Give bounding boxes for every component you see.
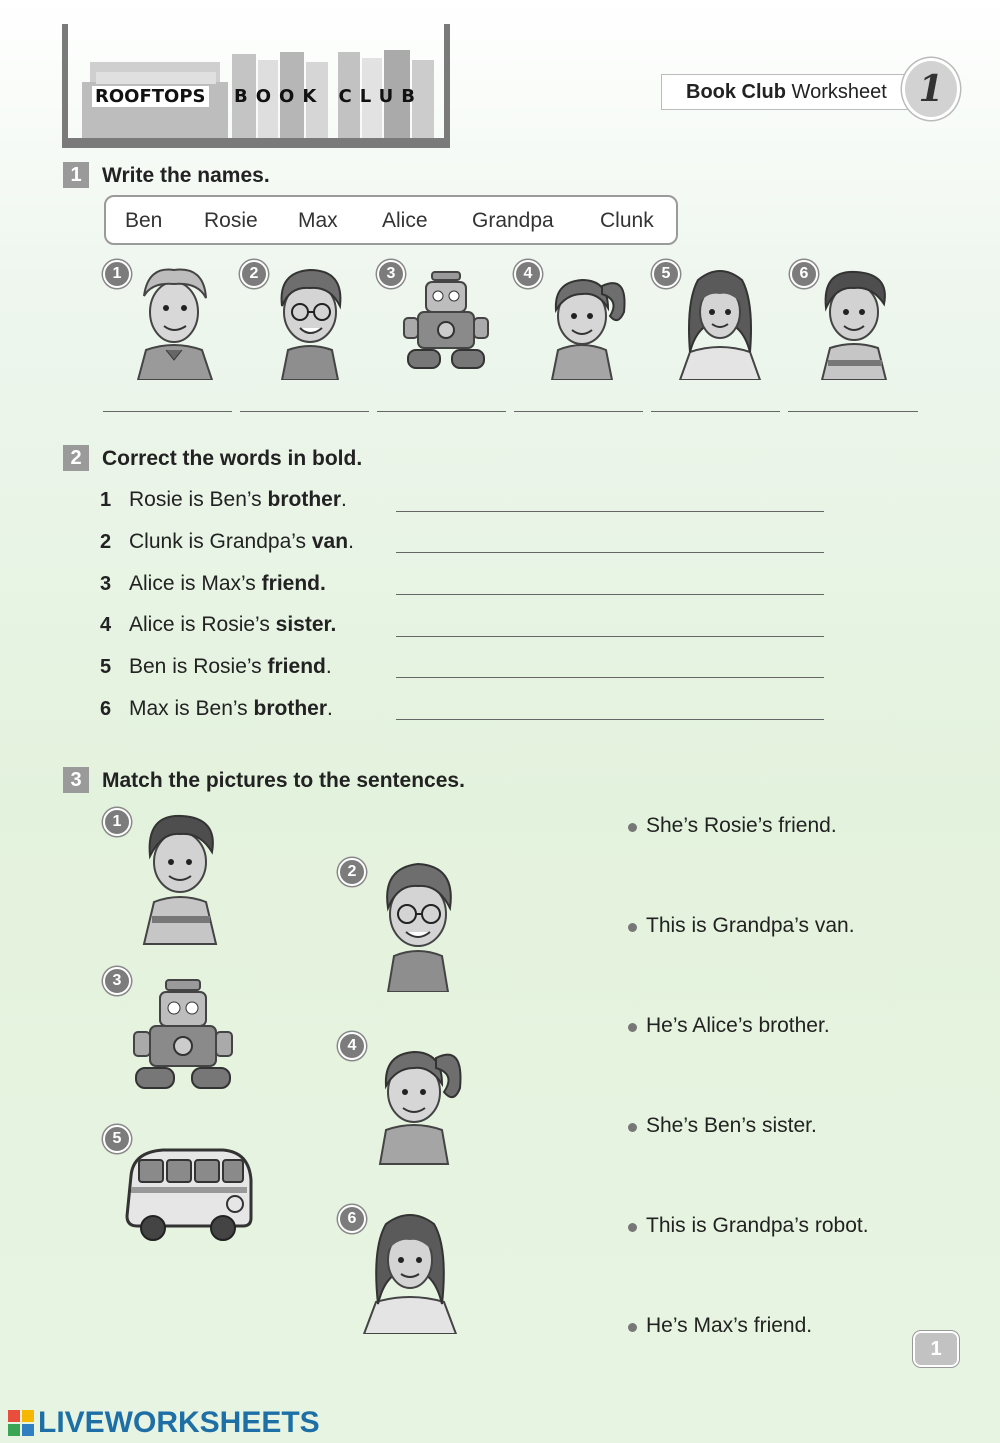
match-sentence: He’s Max’s friend. bbox=[646, 1314, 813, 1337]
boy-glasses-icon[interactable] bbox=[372, 858, 464, 992]
sentence: Clunk is Grandpa’s van. bbox=[129, 530, 354, 553]
item-number: 4 bbox=[100, 614, 112, 636]
sentence: Ben is Rosie’s friend. bbox=[129, 655, 332, 678]
robot-icon bbox=[400, 268, 492, 372]
picture-number: 6 bbox=[790, 260, 818, 288]
answer-line[interactable] bbox=[103, 411, 232, 412]
answer-line[interactable] bbox=[396, 594, 824, 595]
name-word: Max bbox=[298, 209, 338, 232]
answer-line[interactable] bbox=[788, 411, 918, 412]
item-number: 1 bbox=[100, 489, 112, 511]
picture-number: 6 bbox=[338, 1205, 366, 1233]
match-dot[interactable] bbox=[628, 1323, 637, 1332]
grandpa-icon bbox=[128, 262, 220, 380]
robot-icon[interactable] bbox=[130, 976, 236, 1092]
picture-number: 5 bbox=[103, 1125, 131, 1153]
worksheet-number-badge: 1 bbox=[902, 58, 960, 120]
picture-number: 5 bbox=[652, 260, 680, 288]
item-number: 2 bbox=[100, 531, 112, 553]
item-number: 3 bbox=[100, 573, 112, 595]
match-sentence: This is Grandpa’s van. bbox=[646, 914, 855, 937]
answer-line[interactable] bbox=[377, 411, 506, 412]
match-dot[interactable] bbox=[628, 823, 637, 832]
picture-number: 4 bbox=[514, 260, 542, 288]
name-word: Rosie bbox=[204, 209, 258, 232]
girl-ponytail-icon[interactable] bbox=[374, 1034, 466, 1166]
picture-number: 2 bbox=[240, 260, 268, 288]
section-1-title: Write the names. bbox=[102, 164, 270, 187]
brand-name: LIVEWORKSHEETS bbox=[38, 1406, 320, 1439]
section-2-number: 2 bbox=[63, 445, 89, 471]
picture-number: 3 bbox=[103, 967, 131, 995]
girl-ponytail-icon bbox=[544, 264, 630, 380]
section-3-title: Match the pictures to the sentences. bbox=[102, 769, 465, 792]
page-number: 1 bbox=[913, 1331, 959, 1367]
match-sentence: He’s Alice’s brother. bbox=[646, 1014, 830, 1037]
match-sentence: She’s Rosie’s friend. bbox=[646, 814, 837, 837]
answer-line[interactable] bbox=[396, 511, 824, 512]
picture-number: 4 bbox=[338, 1032, 366, 1060]
answer-line[interactable] bbox=[514, 411, 643, 412]
boy-striped-icon bbox=[812, 264, 896, 380]
sentence: Alice is Rosie’s sister. bbox=[129, 613, 337, 636]
answer-line[interactable] bbox=[396, 636, 824, 637]
answer-line[interactable] bbox=[396, 719, 824, 720]
name-word: Ben bbox=[125, 209, 163, 232]
picture-number: 3 bbox=[377, 260, 405, 288]
answer-line[interactable] bbox=[396, 552, 824, 553]
boy-glasses-icon bbox=[268, 262, 352, 380]
match-dot[interactable] bbox=[628, 1223, 637, 1232]
liveworksheets-grid-icon bbox=[8, 1410, 34, 1436]
sentence: Alice is Max’s friend. bbox=[129, 572, 326, 595]
picture-number: 1 bbox=[103, 260, 131, 288]
match-dot[interactable] bbox=[628, 1023, 637, 1032]
girl-long-hair-icon bbox=[672, 262, 768, 380]
logo-rooftops-text: ROOFTOPS bbox=[92, 86, 209, 107]
item-number: 6 bbox=[100, 698, 112, 720]
picture-number: 2 bbox=[338, 858, 366, 886]
match-sentence: She’s Ben’s sister. bbox=[646, 1114, 817, 1137]
rooftops-book-club-logo bbox=[62, 24, 450, 148]
section-2-title: Correct the words in bold. bbox=[102, 447, 363, 470]
name-word-box bbox=[104, 195, 678, 245]
section-3-number: 3 bbox=[63, 767, 89, 793]
sentence: Max is Ben’s brother. bbox=[129, 697, 333, 720]
picture-number: 1 bbox=[103, 808, 131, 836]
answer-line[interactable] bbox=[651, 411, 780, 412]
name-word: Grandpa bbox=[472, 209, 554, 232]
answer-line[interactable] bbox=[240, 411, 369, 412]
liveworksheets-logo bbox=[8, 1407, 320, 1439]
name-word: Clunk bbox=[600, 209, 654, 232]
match-sentence: This is Grandpa’s robot. bbox=[646, 1214, 869, 1237]
girl-long-hair-icon[interactable] bbox=[360, 1208, 460, 1334]
van-icon[interactable] bbox=[123, 1146, 253, 1246]
item-number: 5 bbox=[100, 656, 112, 678]
match-dot[interactable] bbox=[628, 1123, 637, 1132]
answer-line[interactable] bbox=[396, 677, 824, 678]
logo-book-club-text: BOOK CLUB bbox=[234, 86, 423, 107]
sentence: Rosie is Ben’s brother. bbox=[129, 488, 347, 511]
boy-striped-icon[interactable] bbox=[138, 810, 222, 946]
match-dot[interactable] bbox=[628, 923, 637, 932]
name-word: Alice bbox=[382, 209, 428, 232]
worksheet-label: Book Club Worksheet bbox=[661, 74, 911, 110]
section-1-number: 1 bbox=[63, 162, 89, 188]
